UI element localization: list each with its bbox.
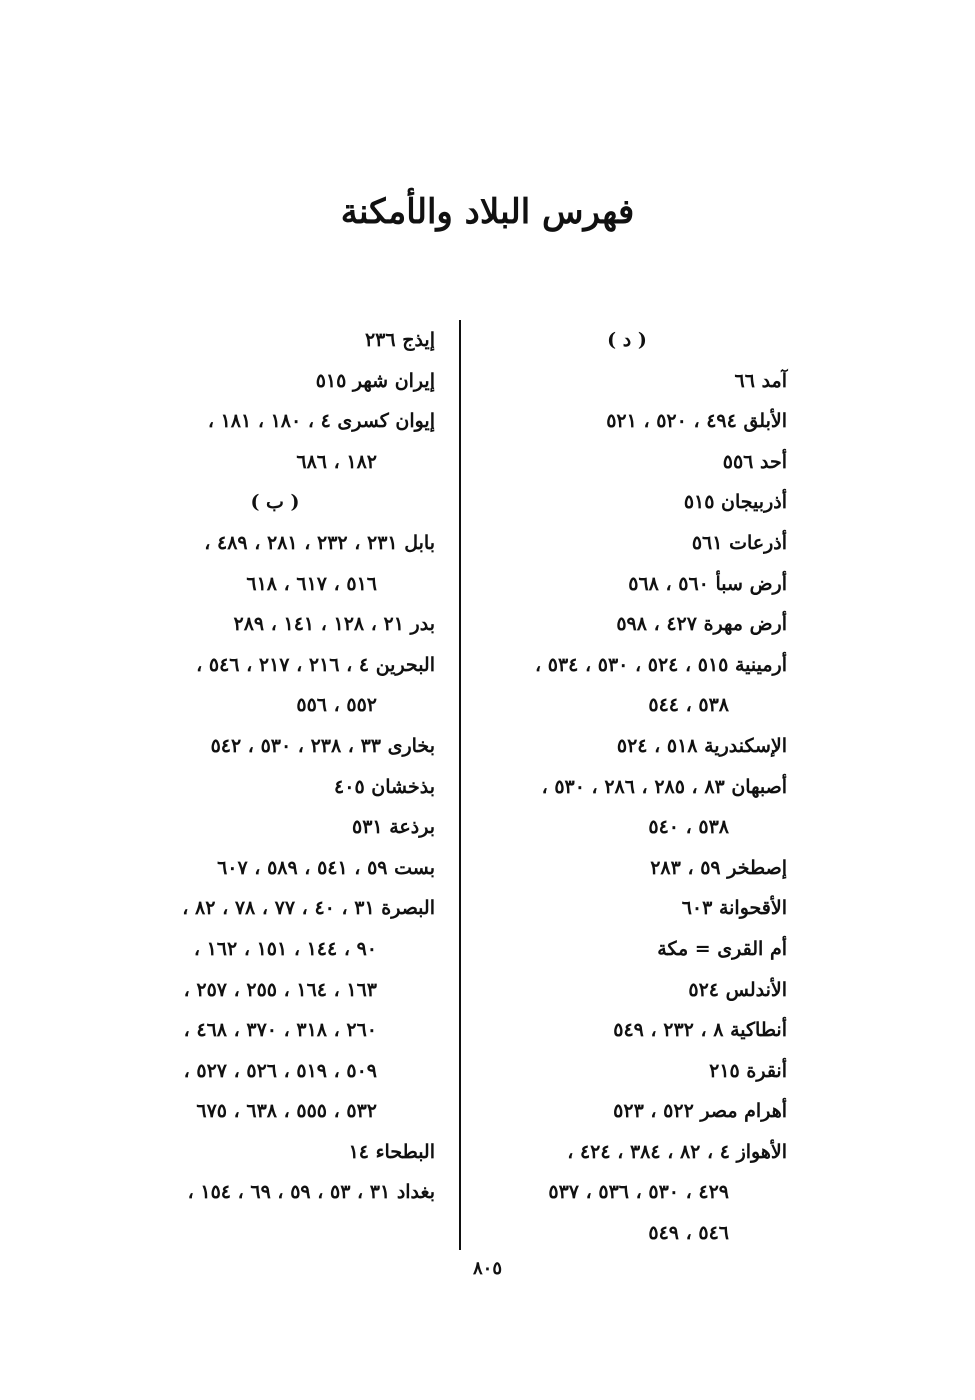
index-entry-continuation: ٥٣٢ ، ٥٥٥ ، ٦٣٨ ، ٦٧٥ — [196, 1100, 377, 1123]
index-entry: بذخشان ٤٠٥ — [334, 775, 435, 798]
index-entry-continuation: ٩٠ ، ١٤٤ ، ١٥١ ، ١٦٢ ، — [193, 937, 377, 960]
index-entry-continuation: ٥٣٨ ، ٥٤٤ — [648, 694, 729, 717]
index-entry: الأندلس ٥٢٤ — [688, 978, 787, 1001]
index-entry: إيذج ٢٣٦ — [364, 329, 435, 351]
index-entry: بدر ٢١ ، ١٢٨ ، ١٤١ ، ٢٨٩ — [233, 613, 435, 636]
index-entry: الأقحوانة ٦٠٣ — [681, 897, 787, 920]
index-entry: أنقرة ٢١٥ — [709, 1059, 787, 1082]
index-entry: الأبلق ٤٩٤ ، ٥٢٠ ، ٥٢١ — [606, 410, 787, 433]
index-entry: أم القرى = مكة — [657, 937, 787, 960]
index-column-right — [467, 320, 787, 1254]
page-number: ٨٠٥ — [472, 1258, 502, 1279]
page-title: فهرس البلاد والأمكنة — [340, 192, 635, 232]
index-entry-continuation: ٥٤٦ ، ٥٤٩ — [648, 1222, 729, 1245]
index-entry: أذرعات ٥٦١ — [691, 531, 787, 554]
index-entry-continuation: ٤٢٩ ، ٥٣٠ ، ٥٣٦ ، ٥٣٧ — [548, 1181, 729, 1204]
section-heading: ( ب ) — [250, 491, 300, 514]
index-entry: أذربيجان ٥١٥ — [683, 491, 787, 514]
index-entry-continuation: ٥٣٨ ، ٥٤٠ — [648, 816, 729, 839]
index-entry: أحد ٥٥٦ — [722, 450, 787, 473]
index-entry: أرض مهرة ٤٢٧ ، ٥٩٨ — [616, 613, 787, 636]
column-divider — [459, 320, 461, 1250]
index-entry: البصرة ٣١ ، ٤٠ ، ٧٧ ، ٧٨ ، ٨٢ ، — [182, 897, 435, 920]
index-entry: الأهواز ٤ ، ٨٢ ، ٣٨٤ ، ٤٢٤ ، — [567, 1140, 787, 1163]
index-entry: البطحاء ١٤ — [348, 1140, 435, 1163]
index-entry: آمد ٦٦ — [734, 369, 787, 392]
index-entry: أرض سبأ ٥٦٠ ، ٥٦٨ — [628, 572, 787, 595]
index-entry: بابل ٢٣١ ، ٢٣٢ ، ٢٨١ ، ٤٨٩ ، — [204, 531, 435, 554]
index-entry-continuation: ٢٦٠ ، ٣١٨ ، ٣٧٠ ، ٤٦٨ ، — [183, 1019, 377, 1042]
index-entry: بست ٥٩ ، ٥٤١ ، ٥٨٩ ، ٦٠٧ — [217, 856, 435, 879]
index-entry: الإسكندرية ٥١٨ ، ٥٢٤ — [616, 734, 787, 757]
index-column-left — [115, 320, 435, 1213]
section-heading: ( د ) — [607, 329, 647, 351]
index-entry: بغداد ٣١ ، ٥٣ ، ٥٩ ، ٦٩ ، ١٥٤ ، — [187, 1181, 435, 1204]
index-entry-continuation: ٥٥٢ ، ٥٥٦ — [296, 694, 377, 717]
index-entry: بخارى ٣٣ ، ٢٣٨ ، ٥٣٠ ، ٥٤٢ — [210, 734, 435, 757]
index-entry: إصطخر ٥٩ ، ٢٨٣ — [650, 856, 787, 879]
index-entry: أرمينية ٥١٥ ، ٥٢٤ ، ٥٣٠ ، ٥٣٤ ، — [534, 653, 787, 676]
index-entry: برذعة ٥٣١ — [352, 816, 435, 839]
index-entry: أهرام مصر ٥٢٢ ، ٥٢٣ — [613, 1100, 787, 1123]
index-entry-continuation: ١٨٢ ، ٦٨٦ — [296, 450, 377, 473]
index-entry: أصبهان ٨٣ ، ٢٨٥ ، ٢٨٦ ، ٥٣٠ ، — [541, 775, 787, 798]
index-entry-continuation: ٥٠٩ ، ٥١٩ ، ٥٢٦ ، ٥٢٧ ، — [183, 1059, 377, 1082]
index-entry: إيران شهر ٥١٥ — [315, 369, 435, 392]
index-entry: البحرين ٤ ، ٢١٦ ، ٢١٧ ، ٥٤٦ ، — [196, 653, 435, 676]
index-entry: أنطاكية ٨ ، ٢٣٢ ، ٥٤٩ — [613, 1019, 787, 1042]
index-entry-continuation: ٥١٦ ، ٦١٧ ، ٦١٨ — [246, 572, 377, 595]
index-entry-continuation: ١٦٣ ، ١٦٤ ، ٢٥٥ ، ٢٥٧ ، — [183, 978, 377, 1001]
index-entry: إيوان كسرى ٤ ، ١٨٠ ، ١٨١ ، — [207, 410, 435, 433]
